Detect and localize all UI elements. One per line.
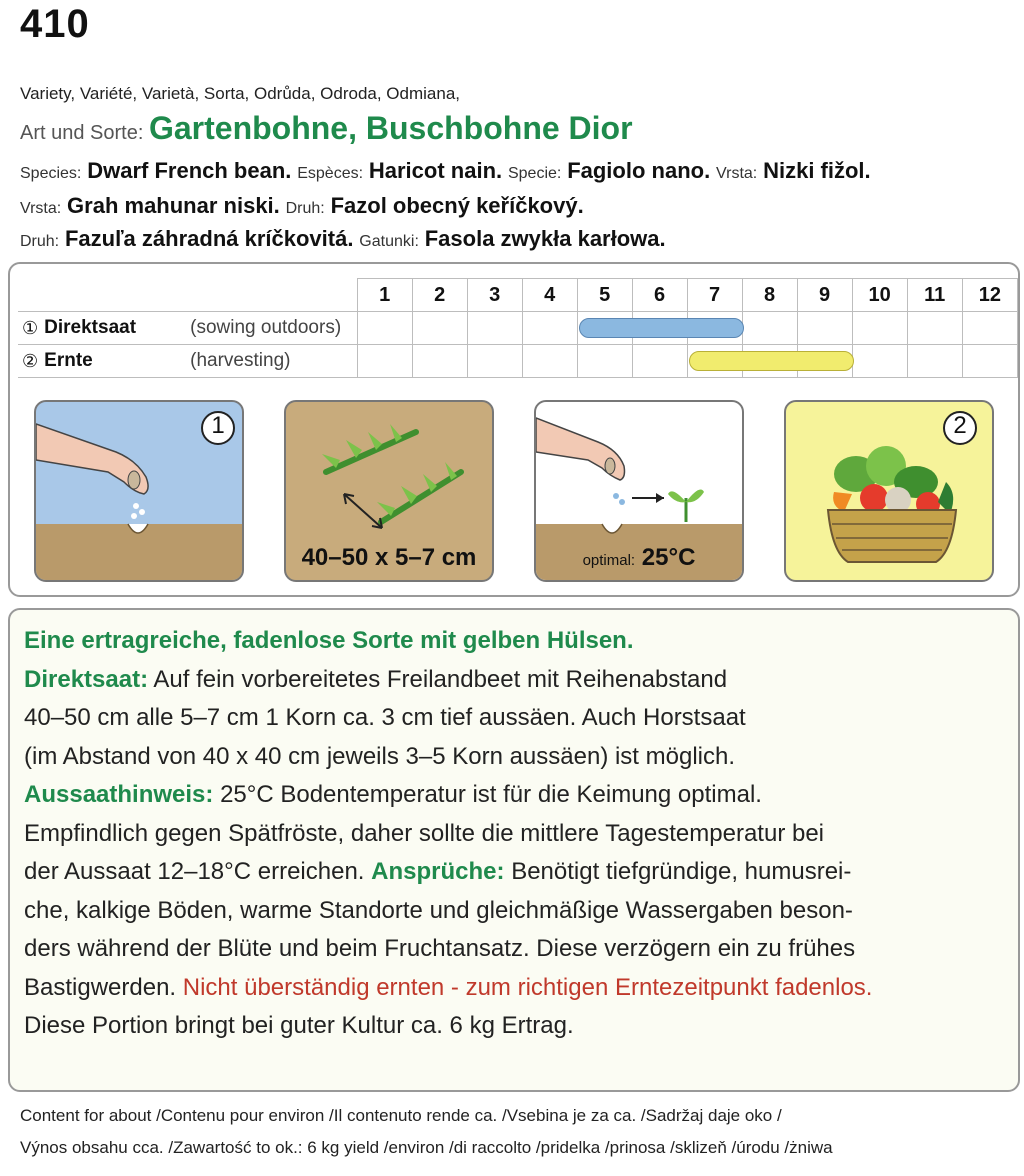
harvest-pictogram (784, 400, 994, 582)
number-circle-1: ① (22, 317, 39, 338)
spacing-caption: 40–50 x 5–7 cm (301, 544, 477, 571)
month-header: 1 (357, 279, 412, 312)
step-number-1: 1 (211, 412, 225, 439)
species-line-3: Druh: Fazuľa záhradná kríčkovitá. Gatunki: Fasola zwykła karłowa. (20, 226, 666, 251)
month-header: 5 (577, 279, 632, 312)
harvest-warning: Nicht überständig ernten - zum richtigen Erntezeitpunkt fadenlos. (182, 973, 873, 1001)
art-label: Art und Sorte: (20, 122, 144, 144)
description-line: Empfindlich gegen Spätfröste, daher sollte die mittlere Tagestemperatur bei (24, 819, 825, 847)
variety-label-line: Variety, Variété, Varietà, Sorta, Odrůda, Odroda, Odmiana, (20, 84, 461, 103)
month-header: 10 (852, 279, 907, 312)
month-header: 2 (412, 279, 467, 312)
yield-note: Diese Portion bringt bei guter Kultur ca. 6 kg Ertrag. (24, 1012, 574, 1039)
sowing-pictogram (34, 400, 244, 582)
sowing-period-bar (579, 318, 744, 338)
headline: Eine ertragreiche, fadenlose Sorte mit gelben Hülsen. (24, 627, 634, 654)
month-header: 7 (687, 279, 742, 312)
step-number-2: 2 (953, 412, 967, 439)
month-header: 6 (632, 279, 687, 312)
harvest-period-bar (689, 351, 854, 371)
month-header: 4 (522, 279, 577, 312)
species-line-1: Species: Dwarf French bean. Espèces: Haricot nain. Specie: Fagiolo nano. Vrsta: Nizki fižol. (20, 158, 871, 183)
description-panel: Eine ertragreiche, fadenlose Sorte mit gelben Hülsen. Direktsaat: Auf fein vorbereitetes Freilandbeet mit Reihenabstand 40–50 cm alle 5–7 cm 1 Korn ca. 3 cm tief aussäen. Auch Horstsaat (im Abstand von 40 x 40 cm jeweils 3–5 Korn aussäen) ist möglich. Aussaathinweis: 25°C Bodentemperatur ist für die Keimung optimal. Empfindlich gegen Spätfröste, daher sollte die mittlere Tagestemperatur bei der Aussaat 12–18°C erreichen. Ansprüche: Benötigt tiefgründige, humusrei- che, kalkige Böden, warme Standorte und gleichmäßige Wassergaben beson- ders während der Blüte und beim Fruchtansatz. Diese verzögern ein zu frühes Bastigwerden. Nicht überständig ernten - zum richtigen Erntezeitpunkt fadenlos. Diese Portion bringt bei guter Kultur ca. 6 kg Ertrag. (8, 608, 1020, 1092)
description-line: che, kalkige Böden, warme Standorte und gleichmäßige Wassergaben beson- (24, 896, 853, 924)
month-header: 12 (962, 279, 1017, 312)
footer-line-1: Content for about /Contenu pour environ /Il contenuto rende ca. /Vsebina je za ca. /Sadržaj daje oko / (20, 1106, 782, 1125)
month-header: 9 (797, 279, 852, 312)
footer-line-2: Výnos obsahu cca. /Zawartość to ok.: 6 kg yield /environ /di raccolto /pridelka /prinosa /sklizeň /úrodu /żniwa (20, 1138, 833, 1157)
title-line (20, 110, 633, 147)
month-header: 11 (907, 279, 962, 312)
number-circle-2: ② (22, 350, 39, 371)
catalog-number: 410 (20, 2, 90, 46)
temperature-pictogram (534, 400, 744, 582)
description-line: ders während der Blüte und beim Fruchtansatz. Diese verzögern ein zu frühes (24, 935, 856, 962)
spacing-pictogram (284, 400, 494, 582)
month-header: 3 (467, 279, 522, 312)
description-line: 40–50 cm alle 5–7 cm 1 Korn ca. 3 cm tief aussäen. Auch Horstsaat (24, 704, 746, 731)
hinweis-label: Aussaathinweis: (24, 781, 214, 808)
species-line-2: Vrsta: Grah mahunar niski. Druh: Fazol obecný keříčkový. (20, 193, 584, 218)
direktsaat-label: Direktsaat: (24, 665, 149, 693)
sowing-calendar (18, 278, 1018, 378)
ansprueche-label: Ansprüche: (371, 858, 505, 885)
month-header: 8 (742, 279, 797, 312)
page-title: Gartenbohne, Buschbohne Dior (148, 110, 633, 146)
row-label-harvest: ② Ernte (harvesting) (18, 345, 357, 378)
description-line: (im Abstand von 40 x 40 cm jeweils 3–5 Korn aussäen) ist möglich. (24, 742, 736, 770)
row-label-sowing: ① Direktsaat (sowing outdoors) (18, 312, 357, 345)
temperature-caption: optimal: 25°C (582, 544, 696, 571)
calendar-panel (8, 262, 1020, 597)
